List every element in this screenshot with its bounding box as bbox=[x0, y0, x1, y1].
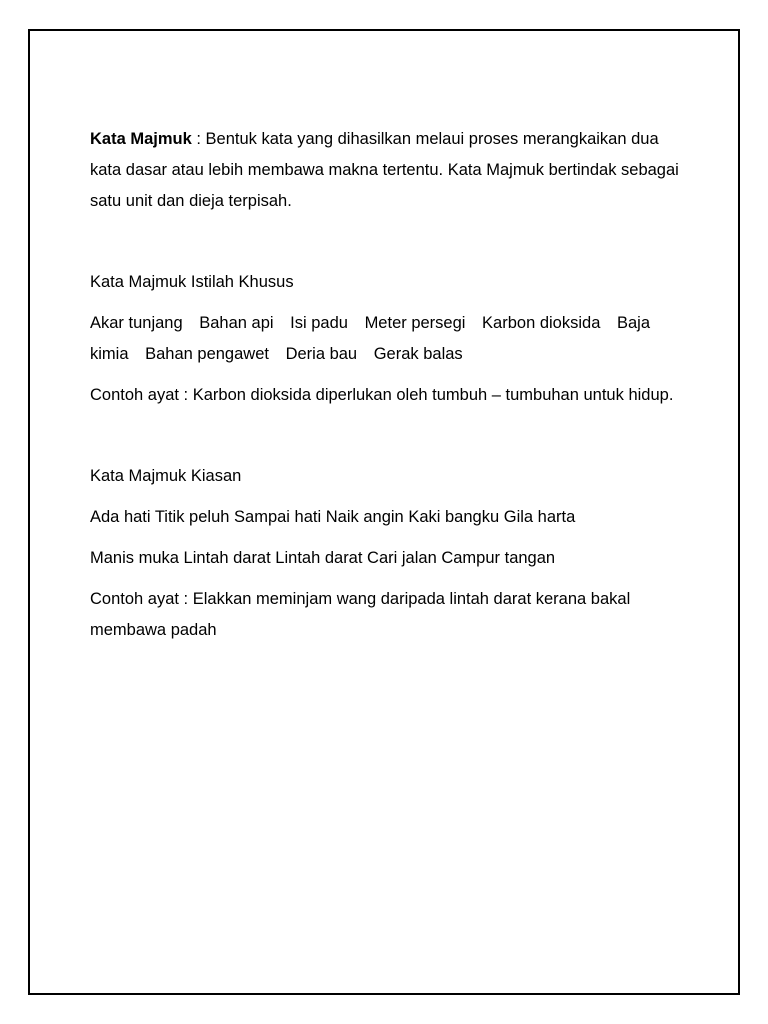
word-item: Bahan api bbox=[199, 314, 274, 332]
word-item: Manis muka bbox=[90, 549, 179, 567]
word-item: Ada hati bbox=[90, 508, 151, 526]
definition-term: Kata Majmuk bbox=[90, 130, 192, 148]
example-sentence-istilah-khusus: Contoh ayat : Karbon dioksida diperlukan oleh tumbuh – tumbuhan untuk hidup. bbox=[90, 386, 674, 404]
word-item: Karbon dioksida bbox=[482, 314, 601, 332]
word-item: Kaki bangku bbox=[408, 508, 500, 526]
word-item: Naik angin bbox=[325, 508, 404, 526]
word-item: Campur tangan bbox=[441, 549, 556, 567]
word-item: Lintah darat bbox=[183, 549, 271, 567]
word-item: Meter persegi bbox=[364, 314, 466, 332]
section-title-istilah-khusus: Kata Majmuk Istilah Khusus bbox=[90, 273, 294, 291]
word-item: Sampai hati bbox=[234, 508, 322, 526]
section-title-kiasan: Kata Majmuk Kiasan bbox=[90, 467, 242, 485]
word-list-istilah-khusus bbox=[90, 308, 680, 370]
document-content bbox=[90, 124, 680, 646]
word-item: Baja kimia bbox=[90, 314, 650, 363]
word-item: Gila harta bbox=[503, 508, 576, 526]
definition-text: : Bentuk kata yang dihasilkan melaui proses merangkaikan dua kata dasar atau lebih membawa makna tertentu. Kata Majmuk bertindak sebagai satu unit dan dieja terpisah. bbox=[90, 130, 679, 210]
word-item: Gerak balas bbox=[373, 345, 463, 363]
word-item: Cari jalan bbox=[367, 549, 437, 567]
example-sentence-kiasan: Contoh ayat : Elakkan meminjam wang daripada lintah darat kerana bakal membawa padah bbox=[90, 590, 631, 639]
word-item: Bahan pengawet bbox=[145, 345, 269, 363]
word-item: Titik peluh bbox=[154, 508, 230, 526]
word-item: Isi padu bbox=[290, 314, 348, 332]
definition-paragraph bbox=[90, 124, 680, 217]
word-item: Lintah darat bbox=[275, 549, 363, 567]
word-list-kiasan-line1 bbox=[90, 502, 680, 533]
word-item: Deria bau bbox=[285, 345, 358, 363]
word-item: Akar tunjang bbox=[90, 314, 183, 332]
section-spacer bbox=[90, 411, 680, 461]
word-list-kiasan-line2 bbox=[90, 543, 680, 574]
